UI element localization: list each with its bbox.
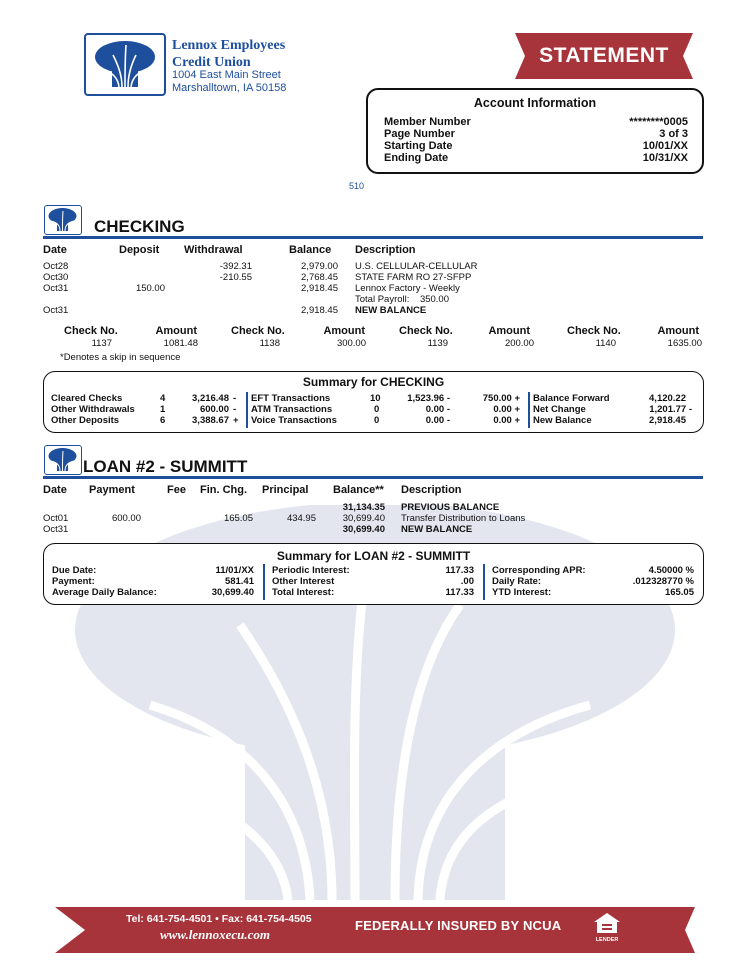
- loan-header-principal: Principal: [262, 484, 309, 496]
- check-amount: 200.00: [504, 338, 534, 349]
- checking-withdrawal: -392.31: [219, 261, 252, 272]
- amount-header: Amount: [155, 325, 197, 337]
- summary-label: Payment:: [52, 576, 95, 587]
- loan-description: PREVIOUS BALANCE: [401, 502, 500, 513]
- summary-value: 4,120.22: [649, 393, 686, 404]
- account-info-box: [366, 88, 704, 174]
- page-code: 510: [349, 181, 365, 191]
- summary-amount: 3,216.48: [192, 393, 229, 404]
- amount-header: Amount: [657, 325, 699, 337]
- footer-phone: Tel: 641-754-4501 • Fax: 641-754-4505: [126, 913, 312, 925]
- check-no-header: Check No.: [399, 325, 453, 337]
- checking-deposit: 150.00: [135, 283, 165, 294]
- check-number: 1137: [91, 338, 112, 349]
- summary-label: Average Daily Balance:: [52, 587, 157, 598]
- footer-website[interactable]: www.lennoxecu.com: [160, 927, 271, 942]
- loan-principal: 434.95: [286, 513, 316, 524]
- credit-union-name: [172, 37, 285, 71]
- footer-insured-text: FEDERALLY INSURED BY NCUA: [355, 918, 562, 933]
- summary-label: Other Withdrawals: [51, 404, 135, 415]
- check-number: 1140: [595, 338, 616, 349]
- check-number: 1139: [427, 338, 448, 349]
- starting-date-value: 10/01/XX: [642, 140, 688, 152]
- ending-date-label: Ending Date: [384, 152, 449, 164]
- statement-label: STATEMENT: [539, 44, 669, 67]
- checking-date: Oct31: [43, 305, 69, 316]
- loan-fin-chg: 165.05: [223, 513, 253, 524]
- credit-union-address: [172, 69, 286, 95]
- cu-name-line2: Credit Union: [172, 55, 251, 70]
- loan-description: Transfer Distribution to Loans: [401, 513, 526, 524]
- loan-header-description: Description: [401, 484, 462, 496]
- summary-value: 4.50000 %: [648, 565, 694, 576]
- checking-date: Oct28: [43, 261, 69, 272]
- summary-amount: 750.00 +: [482, 393, 520, 404]
- summary-label: Daily Rate:: [492, 576, 542, 587]
- account-info-title: Account Information: [473, 96, 597, 110]
- loan-header-balance: Balance**: [333, 484, 384, 496]
- summary-value: 581.41: [224, 576, 254, 587]
- summary-sign: -: [233, 393, 237, 404]
- summary-count: 10: [370, 393, 381, 404]
- member-number-value: ********0005: [629, 116, 688, 128]
- summary-count: 0: [374, 415, 380, 426]
- summary-value: .00: [460, 576, 474, 587]
- summary-label: Total Interest:: [272, 587, 335, 598]
- amount-header: Amount: [488, 325, 530, 337]
- tree-logo-icon: [86, 35, 164, 94]
- check-amount: 300.00: [336, 338, 366, 349]
- checking-description: STATE FARM RO 27-SFPP: [355, 272, 472, 283]
- summary-label: Corresponding APR:: [492, 565, 586, 576]
- equal-housing-lender-icon: [593, 912, 621, 942]
- loan-date: Oct31: [43, 524, 69, 535]
- summary-label: Voice Transactions: [251, 415, 337, 426]
- summary-value: 117.33: [445, 565, 474, 576]
- summary-count: 0: [374, 404, 380, 415]
- summary-value: 117.33: [445, 587, 474, 598]
- summary-value: 165.05: [664, 587, 694, 598]
- checking-description: NEW BALANCE: [355, 305, 427, 316]
- summary-label: Net Change: [533, 404, 586, 415]
- summary-divider: [483, 564, 485, 600]
- loan-title: LOAN #2 - SUMMITT: [83, 457, 248, 476]
- loan-divider: [43, 476, 703, 479]
- summary-value: 1,201.77 -: [649, 404, 692, 415]
- checking-withdrawal: -210.55: [219, 272, 252, 283]
- checking-summary-box: [43, 371, 704, 433]
- loan-header-fin-chg: Fin. Chg.: [200, 484, 248, 496]
- summary-amount: 1,523.96 -: [407, 393, 450, 404]
- checking-balance: 2,768.45: [301, 272, 338, 283]
- credit-union-logo: [84, 33, 166, 96]
- loan-balance: 30,699.40: [342, 524, 385, 535]
- summary-amount: 0.00 +: [493, 404, 520, 415]
- checking-balance: 2,918.45: [301, 283, 338, 294]
- member-number-row: [384, 116, 688, 128]
- summary-sign: +: [233, 415, 239, 426]
- loan-header-payment: Payment: [89, 484, 135, 496]
- checking-header-withdrawal: Withdrawal: [184, 244, 243, 256]
- check-amount: 1081.48: [163, 338, 198, 349]
- checking-date: Oct30: [43, 272, 69, 283]
- checking-balance: 2,918.45: [301, 305, 338, 316]
- cu-name-line1: Lennox Employees: [172, 38, 286, 53]
- ehl-label: LENDER: [595, 937, 619, 943]
- summary-label: Periodic Interest:: [272, 565, 350, 576]
- summary-amount: 3,388.67: [192, 415, 229, 426]
- checking-header-deposit: Deposit: [119, 244, 160, 256]
- page-number-value: 3 of 3: [659, 128, 688, 140]
- check-amount: 1635.00: [667, 338, 702, 349]
- summary-label: YTD Interest:: [492, 587, 552, 598]
- summary-value: .012328770 %: [632, 576, 694, 587]
- checking-header-balance: Balance: [289, 244, 332, 256]
- summary-count: 1: [160, 404, 166, 415]
- page-number-row: [384, 128, 688, 140]
- summary-label: ATM Transactions: [251, 404, 333, 415]
- loan-summary-title: Summary for LOAN #2 - SUMMITT: [276, 549, 471, 563]
- summary-label: EFT Transactions: [251, 393, 331, 404]
- summary-amount: 0.00 -: [425, 415, 450, 426]
- starting-date-label: Starting Date: [384, 140, 453, 152]
- loan-balance: 30,699.40: [342, 513, 385, 524]
- skip-note: *Denotes a skip in sequence: [60, 352, 181, 363]
- summary-count: 4: [160, 393, 166, 404]
- summary-label: Due Date:: [52, 565, 97, 576]
- loan-summary-box: [43, 543, 704, 605]
- loan-description: NEW BALANCE: [401, 524, 473, 535]
- loan-date: Oct01: [43, 513, 69, 524]
- summary-label: Other Deposits: [51, 415, 120, 426]
- checking-balance: 2,979.00: [301, 261, 338, 272]
- checking-summary-title: Summary for CHECKING: [302, 375, 445, 389]
- cu-address-line2: Marshalltown, IA 50158: [172, 82, 287, 94]
- cu-address-line1: 1004 East Main Street: [172, 69, 281, 81]
- summary-label: Cleared Checks: [51, 393, 123, 404]
- summary-amount: 0.00 -: [425, 404, 450, 415]
- summary-label: New Balance: [533, 415, 592, 426]
- check-no-header: Check No.: [567, 325, 621, 337]
- checking-date: Oct31: [43, 283, 69, 294]
- loan-header-fee: Fee: [167, 484, 186, 496]
- checking-description: Lennox Factory - Weekly: [355, 283, 460, 294]
- page-number-label: Page Number: [384, 128, 455, 140]
- loan-header-date: Date: [43, 484, 67, 496]
- summary-amount: 0.00 +: [493, 415, 520, 426]
- summary-divider: [263, 564, 265, 600]
- summary-value: 2,918.45: [649, 415, 686, 426]
- amount-header: Amount: [323, 325, 365, 337]
- summary-count: 6: [160, 415, 166, 426]
- check-number: 1138: [259, 338, 280, 349]
- summary-divider: [246, 392, 248, 428]
- summary-label: Other Interest: [272, 576, 335, 587]
- checking-description: Total Payroll: 350.00: [355, 294, 449, 305]
- checking-tree-icon: [44, 205, 82, 235]
- summary-amount: 600.00: [199, 404, 229, 415]
- checking-description: U.S. CELLULAR-CELLULAR: [355, 261, 478, 272]
- loan-payment: 600.00: [111, 513, 141, 524]
- summary-divider: [528, 392, 530, 428]
- loan-tree-icon: [44, 445, 82, 475]
- ending-date-row: [384, 152, 688, 164]
- starting-date-row: [384, 140, 688, 152]
- check-no-header: Check No.: [231, 325, 285, 337]
- check-no-header: Check No.: [64, 325, 118, 337]
- loan-balance: 31,134.35: [342, 502, 385, 513]
- checking-title: CHECKING: [94, 217, 185, 236]
- checking-header-description: Description: [355, 244, 416, 256]
- summary-value: 30,699.40: [211, 587, 254, 598]
- summary-label: Balance Forward: [533, 393, 610, 404]
- summary-sign: -: [233, 404, 237, 415]
- checking-divider: [43, 236, 703, 239]
- checking-header-date: Date: [43, 244, 67, 256]
- ending-date-value: 10/31/XX: [642, 152, 688, 164]
- member-number-label: Member Number: [384, 116, 471, 128]
- summary-value: 11/01/XX: [215, 565, 254, 576]
